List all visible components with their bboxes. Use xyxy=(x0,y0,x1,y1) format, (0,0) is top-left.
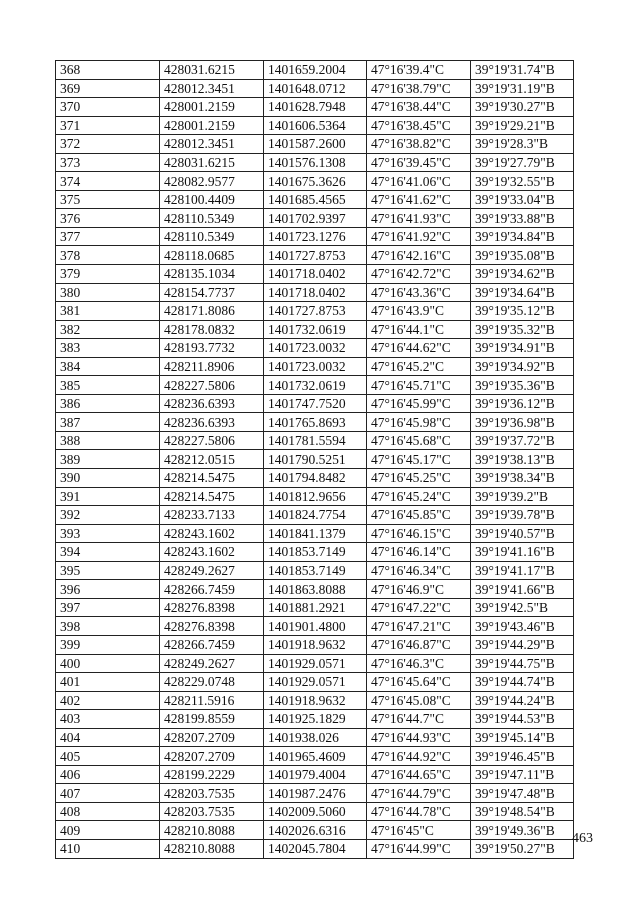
table-row xyxy=(56,431,574,450)
longitude-cell: 39°19'44.53"В xyxy=(471,710,574,729)
x-coordinate-cell: 428212.0515 xyxy=(160,450,264,469)
table-row xyxy=(56,765,574,784)
point-number-cell: 409 xyxy=(56,821,160,840)
table-row xyxy=(56,654,574,673)
table-row xyxy=(56,543,574,562)
y-coordinate-cell: 1401765.8693 xyxy=(264,413,367,432)
table-row xyxy=(56,394,574,413)
y-coordinate-cell: 1401938.026 xyxy=(264,728,367,747)
x-coordinate-cell: 428276.8398 xyxy=(160,617,264,636)
table-row xyxy=(56,561,574,580)
table-row xyxy=(56,265,574,284)
point-number-cell: 381 xyxy=(56,302,160,321)
table-row xyxy=(56,524,574,543)
table-row xyxy=(56,784,574,803)
latitude-cell: 47°16'44.78"C xyxy=(367,802,471,821)
y-coordinate-cell: 1401824.7754 xyxy=(264,506,367,525)
y-coordinate-cell: 1401918.9632 xyxy=(264,635,367,654)
longitude-cell: 39°19'31.19"В xyxy=(471,79,574,98)
latitude-cell: 47°16'43.36"C xyxy=(367,283,471,302)
table-row xyxy=(56,153,574,172)
x-coordinate-cell: 428266.7459 xyxy=(160,580,264,599)
longitude-cell: 39°19'33.88"В xyxy=(471,209,574,228)
point-number-cell: 408 xyxy=(56,802,160,821)
latitude-cell: 47°16'45.68"C xyxy=(367,431,471,450)
x-coordinate-cell: 428210.8088 xyxy=(160,839,264,858)
y-coordinate-cell: 1401881.2921 xyxy=(264,598,367,617)
latitude-cell: 47°16'41.62"C xyxy=(367,190,471,209)
x-coordinate-cell: 428171.8086 xyxy=(160,302,264,321)
y-coordinate-cell: 1401675.3626 xyxy=(264,172,367,191)
longitude-cell: 39°19'34.84"В xyxy=(471,227,574,246)
latitude-cell: 47°16'41.06"C xyxy=(367,172,471,191)
x-coordinate-cell: 428276.8398 xyxy=(160,598,264,617)
point-number-cell: 410 xyxy=(56,839,160,858)
x-coordinate-cell: 428243.1602 xyxy=(160,524,264,543)
longitude-cell: 39°19'27.79"В xyxy=(471,153,574,172)
latitude-cell: 47°16'41.92"C xyxy=(367,227,471,246)
latitude-cell: 47°16'38.44"C xyxy=(367,98,471,117)
point-number-cell: 382 xyxy=(56,320,160,339)
longitude-cell: 39°19'47.11"В xyxy=(471,765,574,784)
point-number-cell: 394 xyxy=(56,543,160,562)
point-number-cell: 401 xyxy=(56,673,160,692)
longitude-cell: 39°19'50.27"В xyxy=(471,839,574,858)
point-number-cell: 405 xyxy=(56,747,160,766)
x-coordinate-cell: 428227.5806 xyxy=(160,376,264,395)
table-row xyxy=(56,246,574,265)
latitude-cell: 47°16'41.93"C xyxy=(367,209,471,228)
longitude-cell: 39°19'29.21"В xyxy=(471,116,574,135)
y-coordinate-cell: 1401727.8753 xyxy=(264,246,367,265)
latitude-cell: 47°16'39.45"C xyxy=(367,153,471,172)
table-row xyxy=(56,79,574,98)
y-coordinate-cell: 1401781.5594 xyxy=(264,431,367,450)
point-number-cell: 386 xyxy=(56,394,160,413)
table-row xyxy=(56,283,574,302)
longitude-cell: 39°19'44.74"В xyxy=(471,673,574,692)
latitude-cell: 47°16'43.9"C xyxy=(367,302,471,321)
longitude-cell: 39°19'35.32"В xyxy=(471,320,574,339)
longitude-cell: 39°19'44.24"В xyxy=(471,691,574,710)
longitude-cell: 39°19'44.75"В xyxy=(471,654,574,673)
table-row xyxy=(56,450,574,469)
coordinates-table xyxy=(55,60,574,859)
x-coordinate-cell: 428001.2159 xyxy=(160,98,264,117)
y-coordinate-cell: 1401727.8753 xyxy=(264,302,367,321)
latitude-cell: 47°16'42.72"C xyxy=(367,265,471,284)
x-coordinate-cell: 428100.4409 xyxy=(160,190,264,209)
x-coordinate-cell: 428154.7737 xyxy=(160,283,264,302)
y-coordinate-cell: 1401929.0571 xyxy=(264,654,367,673)
longitude-cell: 39°19'38.13"В xyxy=(471,450,574,469)
x-coordinate-cell: 428266.7459 xyxy=(160,635,264,654)
y-coordinate-cell: 1401606.5364 xyxy=(264,116,367,135)
x-coordinate-cell: 428236.6393 xyxy=(160,413,264,432)
longitude-cell: 39°19'46.45"В xyxy=(471,747,574,766)
point-number-cell: 385 xyxy=(56,376,160,395)
point-number-cell: 369 xyxy=(56,79,160,98)
x-coordinate-cell: 428110.5349 xyxy=(160,227,264,246)
longitude-cell: 39°19'31.74"В xyxy=(471,61,574,80)
table-row xyxy=(56,487,574,506)
y-coordinate-cell: 1401723.1276 xyxy=(264,227,367,246)
latitude-cell: 47°16'46.9"C xyxy=(367,580,471,599)
table-row xyxy=(56,506,574,525)
table-row xyxy=(56,116,574,135)
point-number-cell: 406 xyxy=(56,765,160,784)
point-number-cell: 391 xyxy=(56,487,160,506)
y-coordinate-cell: 1401747.7520 xyxy=(264,394,367,413)
latitude-cell: 47°16'45.17"C xyxy=(367,450,471,469)
point-number-cell: 407 xyxy=(56,784,160,803)
longitude-cell: 39°19'42.5"В xyxy=(471,598,574,617)
x-coordinate-cell: 428249.2627 xyxy=(160,561,264,580)
table-row xyxy=(56,673,574,692)
point-number-cell: 399 xyxy=(56,635,160,654)
longitude-cell: 39°19'34.62"В xyxy=(471,265,574,284)
latitude-cell: 47°16'45.71"C xyxy=(367,376,471,395)
longitude-cell: 39°19'49.36"В xyxy=(471,821,574,840)
y-coordinate-cell: 1401853.7149 xyxy=(264,561,367,580)
y-coordinate-cell: 1401863.8088 xyxy=(264,580,367,599)
x-coordinate-cell: 428227.5806 xyxy=(160,431,264,450)
y-coordinate-cell: 1401702.9397 xyxy=(264,209,367,228)
table-row xyxy=(56,320,574,339)
latitude-cell: 47°16'38.82"C xyxy=(367,135,471,154)
latitude-cell: 47°16'44.65"C xyxy=(367,765,471,784)
longitude-cell: 39°19'44.29"В xyxy=(471,635,574,654)
table-row xyxy=(56,802,574,821)
y-coordinate-cell: 1401794.8482 xyxy=(264,469,367,488)
point-number-cell: 368 xyxy=(56,61,160,80)
latitude-cell: 47°16'46.15"C xyxy=(367,524,471,543)
point-number-cell: 378 xyxy=(56,246,160,265)
coordinates-table-body xyxy=(56,61,574,859)
point-number-cell: 373 xyxy=(56,153,160,172)
table-row xyxy=(56,710,574,729)
y-coordinate-cell: 1401628.7948 xyxy=(264,98,367,117)
x-coordinate-cell: 428193.7732 xyxy=(160,339,264,358)
point-number-cell: 380 xyxy=(56,283,160,302)
longitude-cell: 39°19'34.91"В xyxy=(471,339,574,358)
x-coordinate-cell: 428135.1034 xyxy=(160,265,264,284)
latitude-cell: 47°16'39.4"C xyxy=(367,61,471,80)
longitude-cell: 39°19'28.3"В xyxy=(471,135,574,154)
y-coordinate-cell: 1401723.0032 xyxy=(264,339,367,358)
y-coordinate-cell: 1401723.0032 xyxy=(264,357,367,376)
x-coordinate-cell: 428210.8088 xyxy=(160,821,264,840)
y-coordinate-cell: 1402045.7804 xyxy=(264,839,367,858)
longitude-cell: 39°19'35.12"В xyxy=(471,302,574,321)
longitude-cell: 39°19'33.04"В xyxy=(471,190,574,209)
point-number-cell: 370 xyxy=(56,98,160,117)
latitude-cell: 47°16'44.93"C xyxy=(367,728,471,747)
point-number-cell: 400 xyxy=(56,654,160,673)
table-row xyxy=(56,209,574,228)
table-row xyxy=(56,357,574,376)
latitude-cell: 47°16'44.99"C xyxy=(367,839,471,858)
longitude-cell: 39°19'32.55"В xyxy=(471,172,574,191)
point-number-cell: 398 xyxy=(56,617,160,636)
table-row xyxy=(56,413,574,432)
point-number-cell: 376 xyxy=(56,209,160,228)
latitude-cell: 47°16'46.14"C xyxy=(367,543,471,562)
point-number-cell: 393 xyxy=(56,524,160,543)
point-number-cell: 404 xyxy=(56,728,160,747)
x-coordinate-cell: 428243.1602 xyxy=(160,543,264,562)
x-coordinate-cell: 428249.2627 xyxy=(160,654,264,673)
table-row xyxy=(56,469,574,488)
latitude-cell: 47°16'44.7"C xyxy=(367,710,471,729)
latitude-cell: 47°16'45"C xyxy=(367,821,471,840)
latitude-cell: 47°16'38.45"C xyxy=(367,116,471,135)
longitude-cell: 39°19'41.17"В xyxy=(471,561,574,580)
latitude-cell: 47°16'46.34"C xyxy=(367,561,471,580)
x-coordinate-cell: 428214.5475 xyxy=(160,469,264,488)
x-coordinate-cell: 428031.6215 xyxy=(160,61,264,80)
longitude-cell: 39°19'43.46"В xyxy=(471,617,574,636)
longitude-cell: 39°19'41.66"В xyxy=(471,580,574,599)
latitude-cell: 47°16'45.08"C xyxy=(367,691,471,710)
table-row xyxy=(56,635,574,654)
point-number-cell: 392 xyxy=(56,506,160,525)
latitude-cell: 47°16'38.79"C xyxy=(367,79,471,98)
table-row xyxy=(56,135,574,154)
table-row xyxy=(56,747,574,766)
x-coordinate-cell: 428211.5916 xyxy=(160,691,264,710)
x-coordinate-cell: 428012.3451 xyxy=(160,135,264,154)
longitude-cell: 39°19'39.78"В xyxy=(471,506,574,525)
longitude-cell: 39°19'35.36"В xyxy=(471,376,574,395)
table-row xyxy=(56,580,574,599)
longitude-cell: 39°19'36.12"В xyxy=(471,394,574,413)
x-coordinate-cell: 428199.2229 xyxy=(160,765,264,784)
table-row xyxy=(56,691,574,710)
table-row xyxy=(56,598,574,617)
y-coordinate-cell: 1401979.4004 xyxy=(264,765,367,784)
y-coordinate-cell: 1401901.4800 xyxy=(264,617,367,636)
y-coordinate-cell: 1401812.9656 xyxy=(264,487,367,506)
y-coordinate-cell: 1401853.7149 xyxy=(264,543,367,562)
table-row xyxy=(56,728,574,747)
point-number-cell: 379 xyxy=(56,265,160,284)
longitude-cell: 39°19'47.48"В xyxy=(471,784,574,803)
y-coordinate-cell: 1402026.6316 xyxy=(264,821,367,840)
x-coordinate-cell: 428110.5349 xyxy=(160,209,264,228)
x-coordinate-cell: 428236.6393 xyxy=(160,394,264,413)
x-coordinate-cell: 428001.2159 xyxy=(160,116,264,135)
longitude-cell: 39°19'41.16"В xyxy=(471,543,574,562)
y-coordinate-cell: 1401718.0402 xyxy=(264,283,367,302)
y-coordinate-cell: 1401987.2476 xyxy=(264,784,367,803)
y-coordinate-cell: 1401732.0619 xyxy=(264,320,367,339)
x-coordinate-cell: 428203.7535 xyxy=(160,802,264,821)
point-number-cell: 389 xyxy=(56,450,160,469)
longitude-cell: 39°19'45.14"В xyxy=(471,728,574,747)
longitude-cell: 39°19'35.08"В xyxy=(471,246,574,265)
table-row xyxy=(56,172,574,191)
longitude-cell: 39°19'39.2"В xyxy=(471,487,574,506)
x-coordinate-cell: 428082.9577 xyxy=(160,172,264,191)
point-number-cell: 387 xyxy=(56,413,160,432)
latitude-cell: 47°16'47.21"C xyxy=(367,617,471,636)
point-number-cell: 375 xyxy=(56,190,160,209)
point-number-cell: 396 xyxy=(56,580,160,599)
x-coordinate-cell: 428233.7133 xyxy=(160,506,264,525)
x-coordinate-cell: 428207.2709 xyxy=(160,747,264,766)
point-number-cell: 388 xyxy=(56,431,160,450)
y-coordinate-cell: 1401576.1308 xyxy=(264,153,367,172)
latitude-cell: 47°16'45.2"C xyxy=(367,357,471,376)
y-coordinate-cell: 1401718.0402 xyxy=(264,265,367,284)
y-coordinate-cell: 1401790.5251 xyxy=(264,450,367,469)
latitude-cell: 47°16'46.3"C xyxy=(367,654,471,673)
latitude-cell: 47°16'44.62"C xyxy=(367,339,471,358)
x-coordinate-cell: 428214.5475 xyxy=(160,487,264,506)
y-coordinate-cell: 1401925.1829 xyxy=(264,710,367,729)
latitude-cell: 47°16'45.98"C xyxy=(367,413,471,432)
point-number-cell: 377 xyxy=(56,227,160,246)
y-coordinate-cell: 1401732.0619 xyxy=(264,376,367,395)
y-coordinate-cell: 1401965.4609 xyxy=(264,747,367,766)
table-row xyxy=(56,190,574,209)
table-row xyxy=(56,227,574,246)
point-number-cell: 374 xyxy=(56,172,160,191)
latitude-cell: 47°16'45.24"C xyxy=(367,487,471,506)
y-coordinate-cell: 1401929.0571 xyxy=(264,673,367,692)
point-number-cell: 371 xyxy=(56,116,160,135)
longitude-cell: 39°19'37.72"В xyxy=(471,431,574,450)
point-number-cell: 372 xyxy=(56,135,160,154)
longitude-cell: 39°19'48.54"В xyxy=(471,802,574,821)
x-coordinate-cell: 428031.6215 xyxy=(160,153,264,172)
table-row xyxy=(56,339,574,358)
x-coordinate-cell: 428178.0832 xyxy=(160,320,264,339)
table-row xyxy=(56,302,574,321)
point-number-cell: 402 xyxy=(56,691,160,710)
x-coordinate-cell: 428207.2709 xyxy=(160,728,264,747)
longitude-cell: 39°19'34.92"В xyxy=(471,357,574,376)
table-row xyxy=(56,376,574,395)
table-row xyxy=(56,617,574,636)
point-number-cell: 383 xyxy=(56,339,160,358)
latitude-cell: 47°16'45.85"C xyxy=(367,506,471,525)
latitude-cell: 47°16'45.64"C xyxy=(367,673,471,692)
y-coordinate-cell: 1401648.0712 xyxy=(264,79,367,98)
point-number-cell: 384 xyxy=(56,357,160,376)
point-number-cell: 397 xyxy=(56,598,160,617)
x-coordinate-cell: 428211.8906 xyxy=(160,357,264,376)
y-coordinate-cell: 1401659.2004 xyxy=(264,61,367,80)
table-row xyxy=(56,839,574,858)
longitude-cell: 39°19'34.64"В xyxy=(471,283,574,302)
latitude-cell: 47°16'46.87"C xyxy=(367,635,471,654)
longitude-cell: 39°19'36.98"В xyxy=(471,413,574,432)
point-number-cell: 395 xyxy=(56,561,160,580)
latitude-cell: 47°16'42.16"C xyxy=(367,246,471,265)
point-number-cell: 403 xyxy=(56,710,160,729)
latitude-cell: 47°16'47.22"C xyxy=(367,598,471,617)
longitude-cell: 39°19'30.27"В xyxy=(471,98,574,117)
latitude-cell: 47°16'45.25"C xyxy=(367,469,471,488)
y-coordinate-cell: 1402009.5060 xyxy=(264,802,367,821)
point-number-cell: 390 xyxy=(56,469,160,488)
page-number: 463 xyxy=(572,831,593,846)
y-coordinate-cell: 1401587.2600 xyxy=(264,135,367,154)
table-row xyxy=(56,61,574,80)
table-row xyxy=(56,98,574,117)
x-coordinate-cell: 428199.8559 xyxy=(160,710,264,729)
latitude-cell: 47°16'44.92"C xyxy=(367,747,471,766)
y-coordinate-cell: 1401841.1379 xyxy=(264,524,367,543)
x-coordinate-cell: 428012.3451 xyxy=(160,79,264,98)
x-coordinate-cell: 428203.7535 xyxy=(160,784,264,803)
y-coordinate-cell: 1401918.9632 xyxy=(264,691,367,710)
x-coordinate-cell: 428118.0685 xyxy=(160,246,264,265)
y-coordinate-cell: 1401685.4565 xyxy=(264,190,367,209)
x-coordinate-cell: 428229.0748 xyxy=(160,673,264,692)
latitude-cell: 47°16'45.99"C xyxy=(367,394,471,413)
latitude-cell: 47°16'44.79"C xyxy=(367,784,471,803)
table-row xyxy=(56,821,574,840)
longitude-cell: 39°19'40.57"В xyxy=(471,524,574,543)
latitude-cell: 47°16'44.1"C xyxy=(367,320,471,339)
longitude-cell: 39°19'38.34"В xyxy=(471,469,574,488)
